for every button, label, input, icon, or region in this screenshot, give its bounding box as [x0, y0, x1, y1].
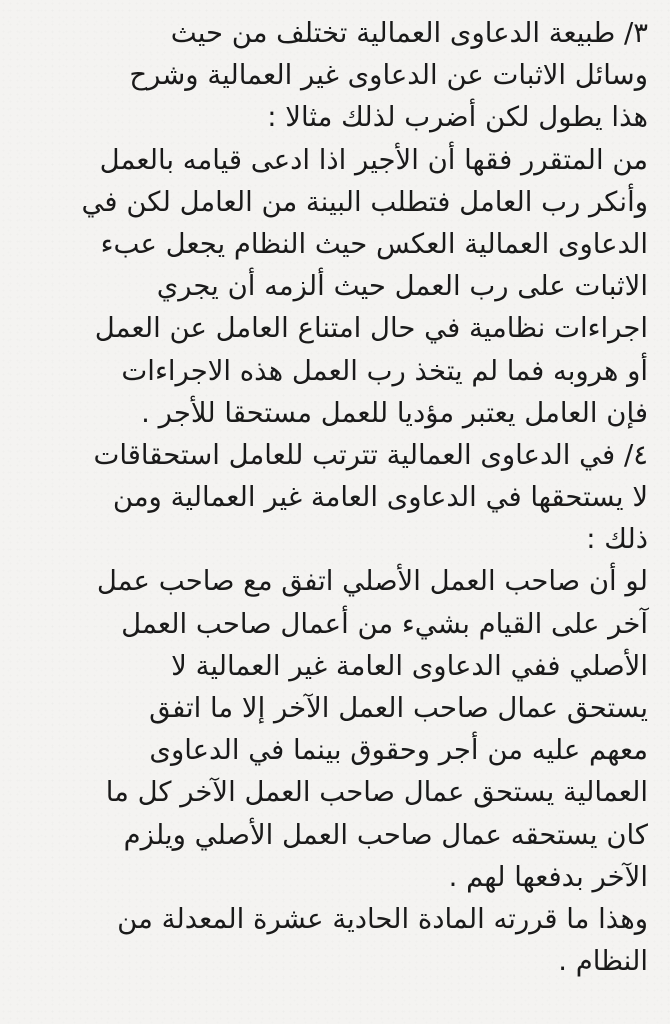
note-line: وهذا ما قررته المادة الحادية عشرة المعدلة من [117, 902, 648, 935]
note-line: يستحق عمال صاحب العمل الآخر إلا ما اتفق [149, 692, 648, 724]
note-line: ذلك : [586, 523, 648, 556]
note-line: وسائل الاثبات عن الدعاوى غير العمالية وشرح [129, 59, 648, 92]
note-line: ٤/ في الدعاوى العمالية تترتب للعامل استحقاقات [93, 438, 648, 471]
note-line: الأصلي ففي الدعاوى العامة غير العمالية لا [171, 649, 648, 682]
note-line: آخر على القيام بشيء من أعمال صاحب العمل [121, 607, 648, 640]
note-line: لا يستحقها في الدعاوى العامة غير العمالية ومن [112, 481, 648, 514]
note-line: الآخر بدفعها لهم . [448, 860, 648, 893]
note-line: اجراءات نظامية في حال امتناع العامل عن العمل [94, 312, 648, 345]
note-line: فإن العامل يعتبر مؤديا للعمل مستحقا للأجر . [141, 396, 648, 429]
note-line: الدعاوى العمالية العكس حيث النظام يجعل عبء [100, 227, 648, 260]
note-line: من المتقرر فقها أن الأجير اذا ادعى قيامه بالعمل [99, 143, 648, 176]
note-line: ٣/ طبيعة الدعاوى العمالية تختلف من حيث [170, 17, 648, 49]
note-line: وأنكر رب العامل فتطلب البينة من العامل لكن في [81, 185, 648, 218]
note-line: كان يستحقه عمال صاحب العمل الأصلي ويلزم [123, 818, 648, 851]
note-line: معهم عليه من أجر وحقوق بينما في الدعاوى [149, 734, 648, 767]
note-line: لو أن صاحب العمل الأصلي اتفق مع صاحب عمل [96, 565, 648, 598]
note-body [22, 12, 648, 982]
note-line: النظام . [558, 945, 648, 978]
note-line: العمالية يستحق عمال صاحب العمل الآخر كل ما [105, 776, 648, 809]
note-line: أو هروبه فما لم يتخذ رب العمل هذه الاجراءات [121, 354, 648, 387]
note-line: الاثبات على رب العمل حيث ألزمه أن يجري [156, 270, 648, 303]
note-line: هذا يطول لكن أضرب لذلك مثالا : [267, 101, 648, 134]
